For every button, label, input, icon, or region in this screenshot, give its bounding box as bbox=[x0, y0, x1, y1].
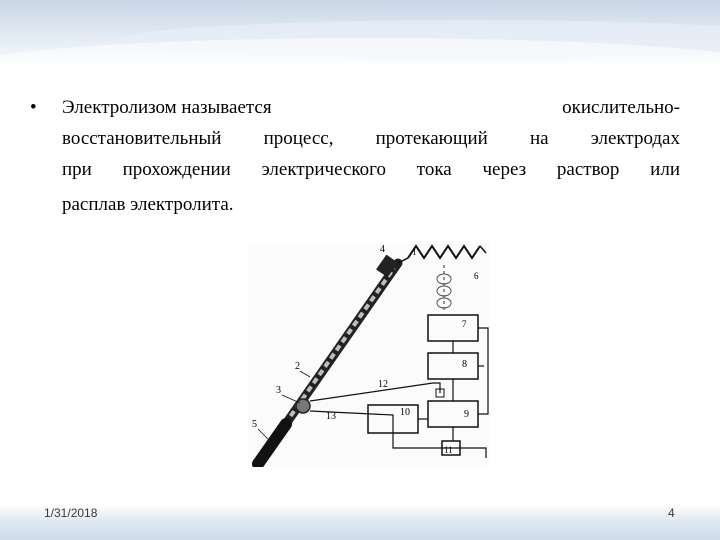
electrolysis-apparatus-diagram bbox=[248, 243, 490, 467]
bullet-icon: • bbox=[30, 97, 37, 118]
paragraph-text bbox=[62, 92, 680, 220]
label-6: 6 bbox=[474, 271, 479, 281]
line1-left: Электролизом называется bbox=[62, 97, 272, 118]
label-10: 10 bbox=[400, 407, 410, 418]
line1-right: окислительно- bbox=[562, 97, 680, 118]
label-1: 1 bbox=[412, 247, 417, 257]
label-13: 13 bbox=[326, 411, 336, 422]
label-3: 3 bbox=[276, 385, 281, 396]
label-9: 9 bbox=[464, 409, 469, 420]
footer-background bbox=[0, 505, 720, 540]
paragraph-line-2: восстановительный процесс, протекающий на электродах bbox=[62, 128, 680, 149]
paragraph-line-4: расплав электролита. bbox=[62, 194, 234, 215]
label-11: 11 bbox=[444, 445, 453, 455]
label-7: 7 bbox=[462, 319, 467, 329]
label-5: 5 bbox=[252, 419, 257, 430]
bullet-paragraph bbox=[30, 92, 680, 220]
block-8 bbox=[428, 353, 478, 379]
heater-coil bbox=[408, 246, 480, 258]
block-9 bbox=[428, 401, 478, 427]
paragraph-line-3: при прохождении электрического тока через раствор или bbox=[62, 159, 680, 180]
header-wave-highlight bbox=[0, 38, 720, 98]
label-2: 2 bbox=[295, 361, 300, 372]
label-4: 4 bbox=[380, 244, 385, 255]
header-background bbox=[0, 0, 720, 70]
footer-date: 1/31/2018 bbox=[44, 506, 98, 520]
label-12: 12 bbox=[378, 379, 388, 390]
label-8: 8 bbox=[462, 359, 467, 370]
slide-number: 4 bbox=[668, 506, 675, 520]
diagram-svg bbox=[248, 243, 490, 467]
block-7 bbox=[428, 315, 478, 341]
paragraph-line-1 bbox=[62, 92, 680, 123]
